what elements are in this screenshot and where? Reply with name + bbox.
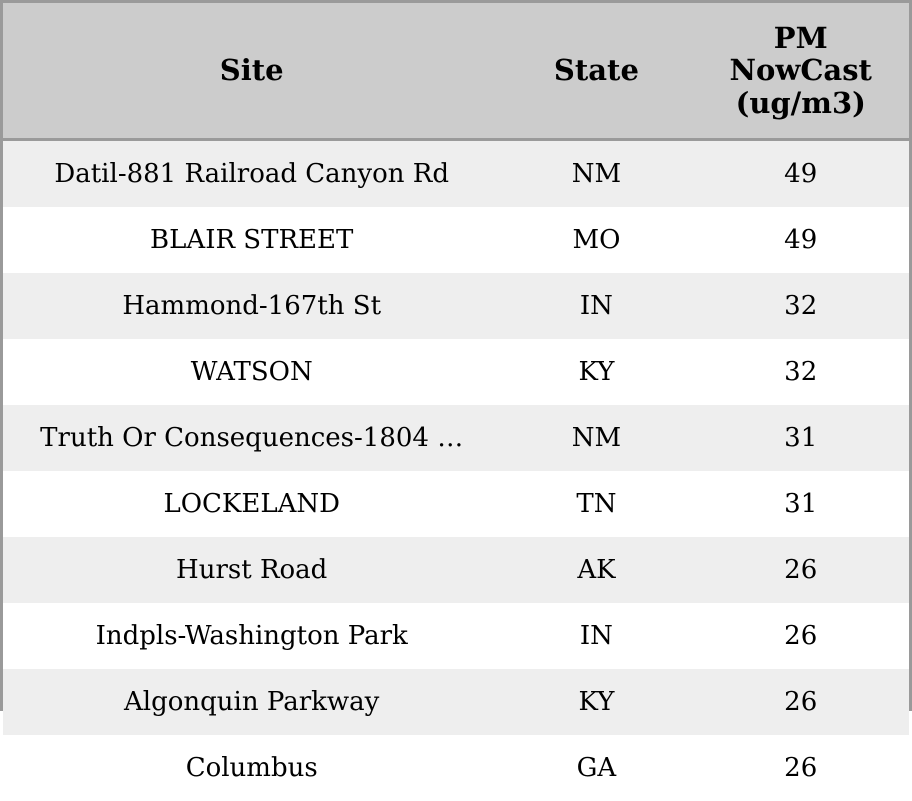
cell-state: TN: [500, 471, 692, 537]
table-row: [3, 537, 909, 603]
table-row: [3, 273, 909, 339]
column-header-pm-nowcast[interactable]: [692, 3, 909, 140]
table-header: [3, 3, 909, 140]
cell-value: 26: [692, 603, 909, 669]
cell-state: GA: [500, 735, 692, 801]
cell-value: 26: [692, 735, 909, 801]
column-header-site-label: Site: [220, 53, 284, 87]
cell-state: IN: [500, 273, 692, 339]
column-header-state[interactable]: [500, 3, 692, 140]
cell-site: BLAIR STREET: [3, 207, 500, 273]
cell-site: Columbus: [3, 735, 500, 801]
column-header-pm-nowcast-line1: PM: [700, 22, 901, 54]
cell-state: IN: [500, 603, 692, 669]
cell-value: 26: [692, 669, 909, 735]
table-row: [3, 735, 909, 801]
column-header-site[interactable]: [3, 3, 500, 140]
table-row: [3, 603, 909, 669]
cell-state: KY: [500, 669, 692, 735]
table-row: [3, 405, 909, 471]
cell-value: 26: [692, 537, 909, 603]
table-row: [3, 339, 909, 405]
column-header-pm-nowcast-line3: (ug/m3): [700, 87, 901, 119]
cell-value: 32: [692, 273, 909, 339]
table-row: [3, 207, 909, 273]
table-row: [3, 140, 909, 208]
cell-site: Datil-881 Railroad Canyon Rd: [3, 140, 500, 208]
cell-site: Hammond-167th St: [3, 273, 500, 339]
cell-site: Hurst Road: [3, 537, 500, 603]
cell-site: Algonquin Parkway: [3, 669, 500, 735]
cell-value: 49: [692, 207, 909, 273]
cell-site: Truth Or Consequences-1804 …: [3, 405, 500, 471]
cell-value: 49: [692, 140, 909, 208]
table-row: [3, 669, 909, 735]
cell-value: 31: [692, 471, 909, 537]
cell-state: KY: [500, 339, 692, 405]
pm-nowcast-table: [3, 3, 909, 801]
cell-site: LOCKELAND: [3, 471, 500, 537]
cell-value: 31: [692, 405, 909, 471]
cell-site: Indpls-Washington Park: [3, 603, 500, 669]
cell-state: NM: [500, 405, 692, 471]
table-row: [3, 471, 909, 537]
column-header-pm-nowcast-line2: NowCast: [700, 54, 901, 86]
cell-site: WATSON: [3, 339, 500, 405]
cell-value: 32: [692, 339, 909, 405]
cell-state: MO: [500, 207, 692, 273]
cell-state: NM: [500, 140, 692, 208]
header-row: [3, 3, 909, 140]
cell-state: AK: [500, 537, 692, 603]
table-body: [3, 140, 909, 801]
column-header-state-label: State: [554, 53, 639, 87]
